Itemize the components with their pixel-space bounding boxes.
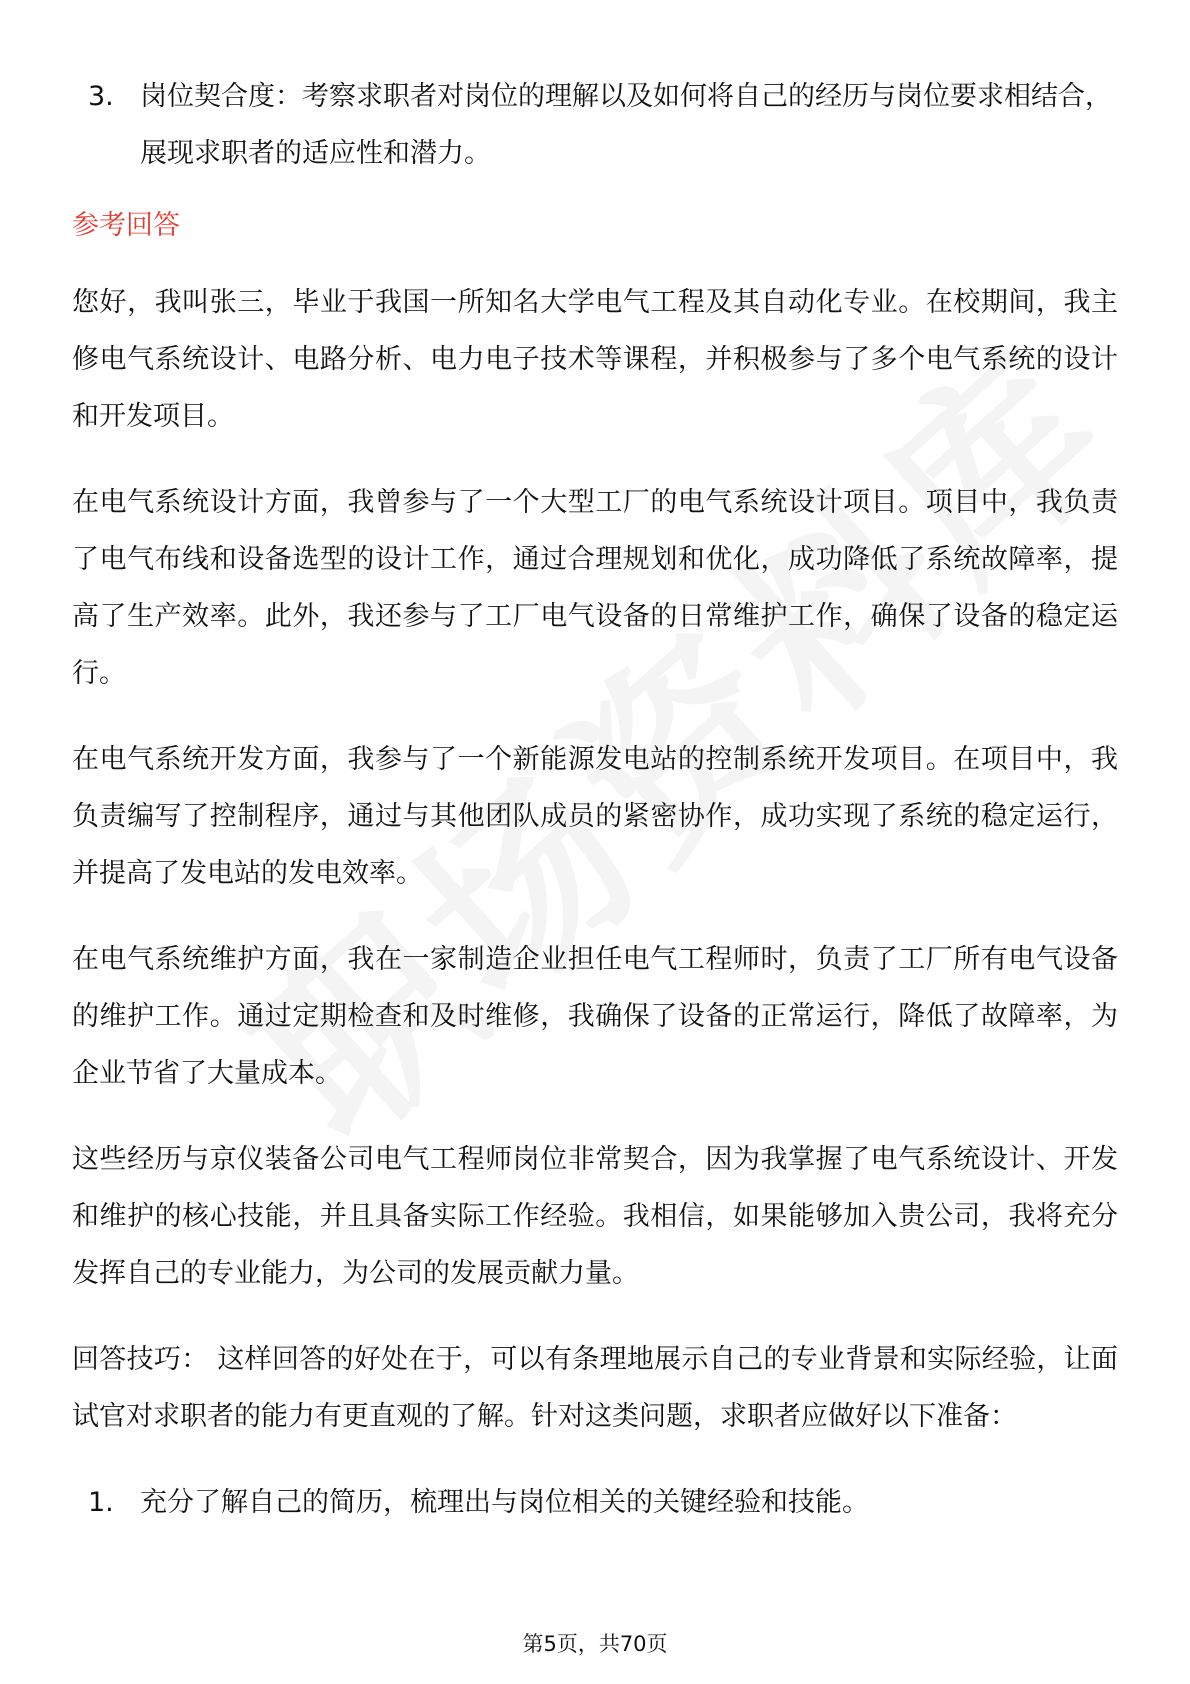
answer-paragraph-intro: 您好，我叫张三，毕业于我国一所知名大学电气工程及其自动化专业。在校期间，我主修电气系统设计、电路分析、电力电子技术等课程，并积极参与了多个电气系统的设计和开发项目。 [72, 287, 1118, 432]
answer-paragraph-fit: 这些经历与京仪装备公司电气工程师岗位非常契合，因为我掌握了电气系统设计、开发和维护的核心技能，并且具备实际工作经验。我相信，如果能够加入贵公司，我将充分发挥自己的专业能力，为公司的发展贡献力量。 [72, 1144, 1118, 1289]
item-text: 充分了解自己的简历，梳理出与岗位相关的关键经验和技能。 [140, 1487, 869, 1518]
section-title: 参考回答 [72, 210, 180, 241]
document-body [72, 68, 1118, 1531]
numbered-item [72, 68, 1118, 182]
answer-paragraph-development: 在电气系统开发方面，我参与了一个新能源发电站的控制系统开发项目。在项目中，我负责编写了控制程序，通过与其他团队成员的紧密协作，成功实现了系统的稳定运行，并提高了发电站的发电效率。 [72, 744, 1118, 889]
item-number: 1. [88, 1487, 114, 1518]
answer-paragraph-maintenance: 在电气系统维护方面，我在一家制造企业担任电气工程师时，负责了工厂所有电气设备的维护工作。通过定期检查和及时维修，我确保了设备的正常运行，降低了故障率，为企业节省了大量成本。 [72, 944, 1118, 1089]
page-indicator: 第5页，共70页 [522, 1632, 668, 1656]
answer-paragraph-design: 在电气系统设计方面，我曾参与了一个大型工厂的电气系统设计项目。项目中，我负责了电气布线和设备选型的设计工作，通过合理规划和优化，成功降低了系统故障率，提高了生产效率。此外，我还参与了工厂电气设备的日常维护工作，确保了设备的稳定运行。 [72, 487, 1118, 689]
item-text: 岗位契合度：考察求职者对岗位的理解以及如何将自己的经历与岗位要求相结合，展现求职者的适应性和潜力。 [140, 81, 1112, 169]
item-number: 3. [88, 81, 114, 112]
numbered-item [72, 1474, 1118, 1531]
answer-tips-paragraph: 回答技巧： 这样回答的好处在于，可以有条理地展示自己的专业背景和实际经验，让面试官对求职者的能力有更直观的了解。针对这类问题，求职者应做好以下准备： [72, 1344, 1118, 1432]
